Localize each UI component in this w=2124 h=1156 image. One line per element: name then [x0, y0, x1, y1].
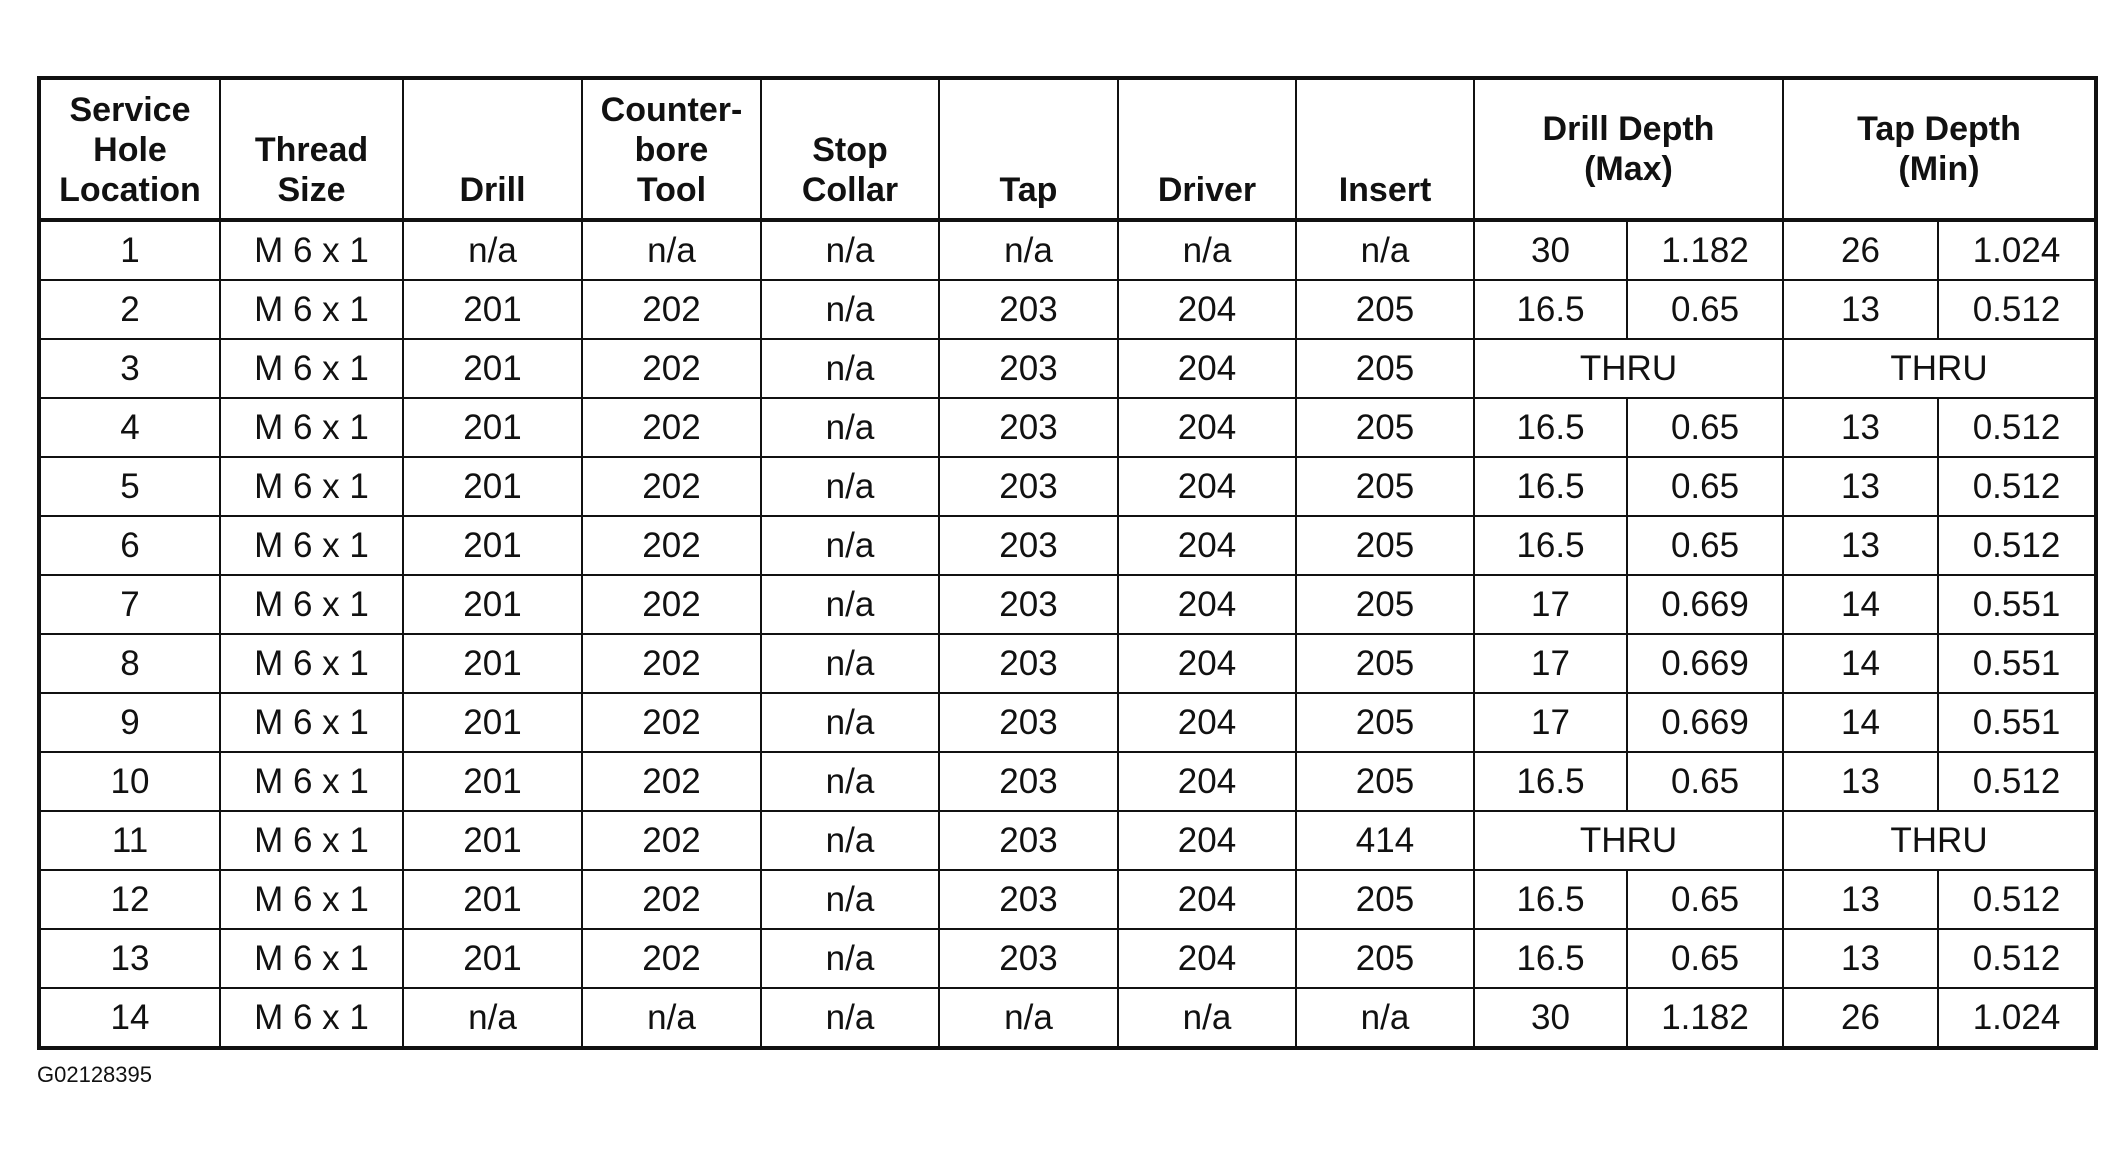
cell-thread: M 6 x 1	[220, 811, 403, 870]
cell-thread: M 6 x 1	[220, 929, 403, 988]
cell-tap: 203	[939, 339, 1118, 398]
cell-counterbore: 202	[582, 693, 761, 752]
cell-driver: 204	[1118, 575, 1296, 634]
cell-collar: n/a	[761, 575, 939, 634]
cell-tap-depth-mm: 13	[1783, 457, 1938, 516]
cell-drill: n/a	[403, 220, 582, 280]
cell-tap-depth-mm: 13	[1783, 752, 1938, 811]
table-row	[39, 811, 2096, 870]
cell-drill-depth-in: 0.65	[1627, 870, 1783, 929]
cell-drill-depth-mm: 30	[1474, 220, 1627, 280]
cell-tap: n/a	[939, 220, 1118, 280]
column-header-line: (Max)	[1584, 150, 1673, 188]
cell-drill-depth-in: 1.182	[1627, 220, 1783, 280]
cell-location: 8	[39, 634, 220, 693]
cell-drill: 201	[403, 339, 582, 398]
table-row	[39, 280, 2096, 339]
table-row	[39, 634, 2096, 693]
cell-tap-depth-in: 0.512	[1938, 752, 2096, 811]
cell-drill-depth-in: 0.65	[1627, 516, 1783, 575]
cell-tap: 203	[939, 811, 1118, 870]
cell-drill-depth-in: 0.65	[1627, 929, 1783, 988]
cell-driver: 204	[1118, 634, 1296, 693]
cell-drill-depth-mm: 16.5	[1474, 280, 1627, 339]
cell-insert: 414	[1296, 811, 1474, 870]
cell-collar: n/a	[761, 339, 939, 398]
cell-location: 2	[39, 280, 220, 339]
cell-drill: 201	[403, 929, 582, 988]
cell-drill-depth-mm: 16.5	[1474, 516, 1627, 575]
cell-location: 6	[39, 516, 220, 575]
cell-location: 11	[39, 811, 220, 870]
figure-id: G02128395	[37, 1062, 152, 1087]
cell-tap: 203	[939, 457, 1118, 516]
cell-drill-depth-in: 1.182	[1627, 988, 1783, 1048]
cell-tap: 203	[939, 929, 1118, 988]
cell-location: 3	[39, 339, 220, 398]
cell-insert: 205	[1296, 693, 1474, 752]
cell-insert: 205	[1296, 634, 1474, 693]
column-header-line: bore	[634, 131, 709, 169]
cell-counterbore: 202	[582, 752, 761, 811]
cell-drill-depth-mm: 17	[1474, 634, 1627, 693]
column-header-line: Tap	[999, 171, 1058, 209]
column-header-driver	[1118, 78, 1296, 220]
cell-insert: 205	[1296, 280, 1474, 339]
column-header-line: Tap Depth	[1857, 110, 2021, 148]
column-header-line: Collar	[801, 171, 899, 209]
cell-location: 13	[39, 929, 220, 988]
cell-tap: 203	[939, 575, 1118, 634]
cell-collar: n/a	[761, 988, 939, 1048]
table-row	[39, 457, 2096, 516]
cell-drill-depth-in: 0.65	[1627, 752, 1783, 811]
table-header-row	[39, 78, 2096, 220]
cell-tap-depth-mm: 14	[1783, 634, 1938, 693]
cell-location: 14	[39, 988, 220, 1048]
cell-drill: 201	[403, 693, 582, 752]
cell-thread: M 6 x 1	[220, 457, 403, 516]
cell-tap-depth-in: 0.512	[1938, 929, 2096, 988]
column-header-line: Service	[69, 91, 191, 129]
cell-counterbore: 202	[582, 280, 761, 339]
cell-drill-depth: THRU	[1474, 339, 1783, 398]
cell-tap: 203	[939, 398, 1118, 457]
column-header-collar	[761, 78, 939, 220]
table-row	[39, 339, 2096, 398]
cell-driver: 204	[1118, 339, 1296, 398]
cell-thread: M 6 x 1	[220, 988, 403, 1048]
cell-tap-depth-mm: 26	[1783, 220, 1938, 280]
cell-driver: 204	[1118, 811, 1296, 870]
cell-drill-depth: THRU	[1474, 811, 1783, 870]
cell-tap-depth: THRU	[1783, 811, 2096, 870]
cell-driver: 204	[1118, 457, 1296, 516]
cell-counterbore: n/a	[582, 220, 761, 280]
cell-drill: 201	[403, 752, 582, 811]
cell-driver: 204	[1118, 516, 1296, 575]
cell-thread: M 6 x 1	[220, 634, 403, 693]
cell-thread: M 6 x 1	[220, 693, 403, 752]
cell-tap-depth-in: 0.551	[1938, 693, 2096, 752]
column-header-insert	[1296, 78, 1474, 220]
cell-insert: 205	[1296, 752, 1474, 811]
cell-tap-depth-mm: 13	[1783, 280, 1938, 339]
cell-location: 1	[39, 220, 220, 280]
table-row	[39, 929, 2096, 988]
cell-drill-depth-mm: 16.5	[1474, 870, 1627, 929]
cell-tap-depth-in: 1.024	[1938, 220, 2096, 280]
cell-counterbore: 202	[582, 634, 761, 693]
cell-tap-depth-in: 0.512	[1938, 398, 2096, 457]
table-row	[39, 693, 2096, 752]
cell-collar: n/a	[761, 811, 939, 870]
cell-tap: 203	[939, 280, 1118, 339]
cell-counterbore: 202	[582, 516, 761, 575]
table-body	[39, 220, 2096, 1048]
cell-thread: M 6 x 1	[220, 339, 403, 398]
cell-tap-depth-in: 0.551	[1938, 634, 2096, 693]
column-header-line: Drill Depth	[1542, 110, 1715, 148]
cell-location: 12	[39, 870, 220, 929]
cell-tap-depth-mm: 14	[1783, 575, 1938, 634]
cell-drill: n/a	[403, 988, 582, 1048]
cell-tap-depth-in: 0.512	[1938, 457, 2096, 516]
cell-collar: n/a	[761, 398, 939, 457]
cell-counterbore: 202	[582, 811, 761, 870]
cell-counterbore: 202	[582, 929, 761, 988]
cell-collar: n/a	[761, 457, 939, 516]
column-header-drill	[403, 78, 582, 220]
column-header-line: Stop	[812, 131, 888, 169]
cell-drill-depth-in: 0.669	[1627, 575, 1783, 634]
cell-drill-depth-in: 0.669	[1627, 693, 1783, 752]
cell-tap: 203	[939, 752, 1118, 811]
cell-collar: n/a	[761, 634, 939, 693]
cell-counterbore: 202	[582, 575, 761, 634]
cell-drill: 201	[403, 280, 582, 339]
table-row	[39, 220, 2096, 280]
cell-drill: 201	[403, 398, 582, 457]
cell-tap: 203	[939, 870, 1118, 929]
column-header-tap-depth	[1783, 78, 2096, 220]
column-header-line: Tool	[636, 171, 707, 209]
cell-insert: 205	[1296, 929, 1474, 988]
column-header-drill-depth	[1474, 78, 1783, 220]
cell-drill: 201	[403, 575, 582, 634]
cell-tap-depth-in: 1.024	[1938, 988, 2096, 1048]
cell-drill: 201	[403, 811, 582, 870]
cell-drill-depth-mm: 16.5	[1474, 398, 1627, 457]
cell-counterbore: 202	[582, 870, 761, 929]
table-row	[39, 752, 2096, 811]
cell-driver: 204	[1118, 929, 1296, 988]
cell-tap-depth: THRU	[1783, 339, 2096, 398]
column-header-line: Counter-	[600, 91, 743, 129]
cell-thread: M 6 x 1	[220, 280, 403, 339]
column-header-line: Driver	[1157, 171, 1257, 209]
cell-drill-depth-mm: 16.5	[1474, 929, 1627, 988]
cell-tap: 203	[939, 516, 1118, 575]
cell-drill-depth-in: 0.669	[1627, 634, 1783, 693]
cell-drill-depth-in: 0.65	[1627, 398, 1783, 457]
column-header-counterbore	[582, 78, 761, 220]
cell-thread: M 6 x 1	[220, 575, 403, 634]
table-row	[39, 870, 2096, 929]
column-header-line: Hole	[93, 131, 167, 169]
cell-drill: 201	[403, 870, 582, 929]
cell-collar: n/a	[761, 693, 939, 752]
cell-thread: M 6 x 1	[220, 870, 403, 929]
cell-tap-depth-in: 0.551	[1938, 575, 2096, 634]
cell-driver: 204	[1118, 752, 1296, 811]
cell-collar: n/a	[761, 516, 939, 575]
column-header-line: Insert	[1338, 171, 1432, 209]
table-row	[39, 988, 2096, 1048]
cell-thread: M 6 x 1	[220, 398, 403, 457]
cell-drill-depth-in: 0.65	[1627, 457, 1783, 516]
cell-counterbore: 202	[582, 398, 761, 457]
cell-collar: n/a	[761, 220, 939, 280]
cell-drill-depth-mm: 30	[1474, 988, 1627, 1048]
cell-tap-depth-mm: 14	[1783, 693, 1938, 752]
cell-drill: 201	[403, 457, 582, 516]
cell-driver: 204	[1118, 398, 1296, 457]
cell-tap: n/a	[939, 988, 1118, 1048]
cell-counterbore: 202	[582, 457, 761, 516]
tool-spec-table	[37, 76, 2098, 1050]
cell-insert: 205	[1296, 516, 1474, 575]
column-header-line: Size	[277, 171, 346, 209]
cell-insert: n/a	[1296, 988, 1474, 1048]
cell-drill: 201	[403, 634, 582, 693]
column-header-line: (Min)	[1898, 150, 1980, 188]
cell-insert: 205	[1296, 398, 1474, 457]
cell-driver: n/a	[1118, 988, 1296, 1048]
cell-location: 10	[39, 752, 220, 811]
cell-tap-depth-mm: 13	[1783, 516, 1938, 575]
cell-collar: n/a	[761, 929, 939, 988]
cell-tap-depth-in: 0.512	[1938, 870, 2096, 929]
cell-tap-depth-mm: 13	[1783, 870, 1938, 929]
cell-thread: M 6 x 1	[220, 220, 403, 280]
table-row	[39, 398, 2096, 457]
cell-drill-depth-mm: 16.5	[1474, 752, 1627, 811]
cell-location: 9	[39, 693, 220, 752]
column-header-tap	[939, 78, 1118, 220]
cell-location: 4	[39, 398, 220, 457]
cell-tap: 203	[939, 693, 1118, 752]
column-header-line: Location	[59, 171, 201, 209]
cell-counterbore: 202	[582, 339, 761, 398]
cell-driver: 204	[1118, 280, 1296, 339]
cell-tap-depth-mm: 13	[1783, 398, 1938, 457]
cell-insert: n/a	[1296, 220, 1474, 280]
table-row	[39, 575, 2096, 634]
cell-counterbore: n/a	[582, 988, 761, 1048]
column-header-location	[39, 78, 220, 220]
cell-collar: n/a	[761, 870, 939, 929]
cell-drill-depth-mm: 17	[1474, 575, 1627, 634]
cell-thread: M 6 x 1	[220, 752, 403, 811]
cell-insert: 205	[1296, 575, 1474, 634]
cell-drill-depth-mm: 17	[1474, 693, 1627, 752]
cell-driver: n/a	[1118, 220, 1296, 280]
cell-tap-depth-in: 0.512	[1938, 280, 2096, 339]
cell-tap: 203	[939, 634, 1118, 693]
cell-tap-depth-mm: 13	[1783, 929, 1938, 988]
cell-drill-depth-in: 0.65	[1627, 280, 1783, 339]
table-row	[39, 516, 2096, 575]
cell-insert: 205	[1296, 870, 1474, 929]
cell-location: 7	[39, 575, 220, 634]
column-header-line: Thread	[254, 131, 369, 169]
cell-drill-depth-mm: 16.5	[1474, 457, 1627, 516]
cell-collar: n/a	[761, 752, 939, 811]
cell-tap-depth-mm: 26	[1783, 988, 1938, 1048]
cell-collar: n/a	[761, 280, 939, 339]
cell-tap-depth-in: 0.512	[1938, 516, 2096, 575]
cell-insert: 205	[1296, 457, 1474, 516]
column-header-thread	[220, 78, 403, 220]
column-header-line: Drill	[459, 171, 526, 209]
cell-location: 5	[39, 457, 220, 516]
cell-thread: M 6 x 1	[220, 516, 403, 575]
cell-drill: 201	[403, 516, 582, 575]
cell-insert: 205	[1296, 339, 1474, 398]
cell-driver: 204	[1118, 870, 1296, 929]
cell-driver: 204	[1118, 693, 1296, 752]
